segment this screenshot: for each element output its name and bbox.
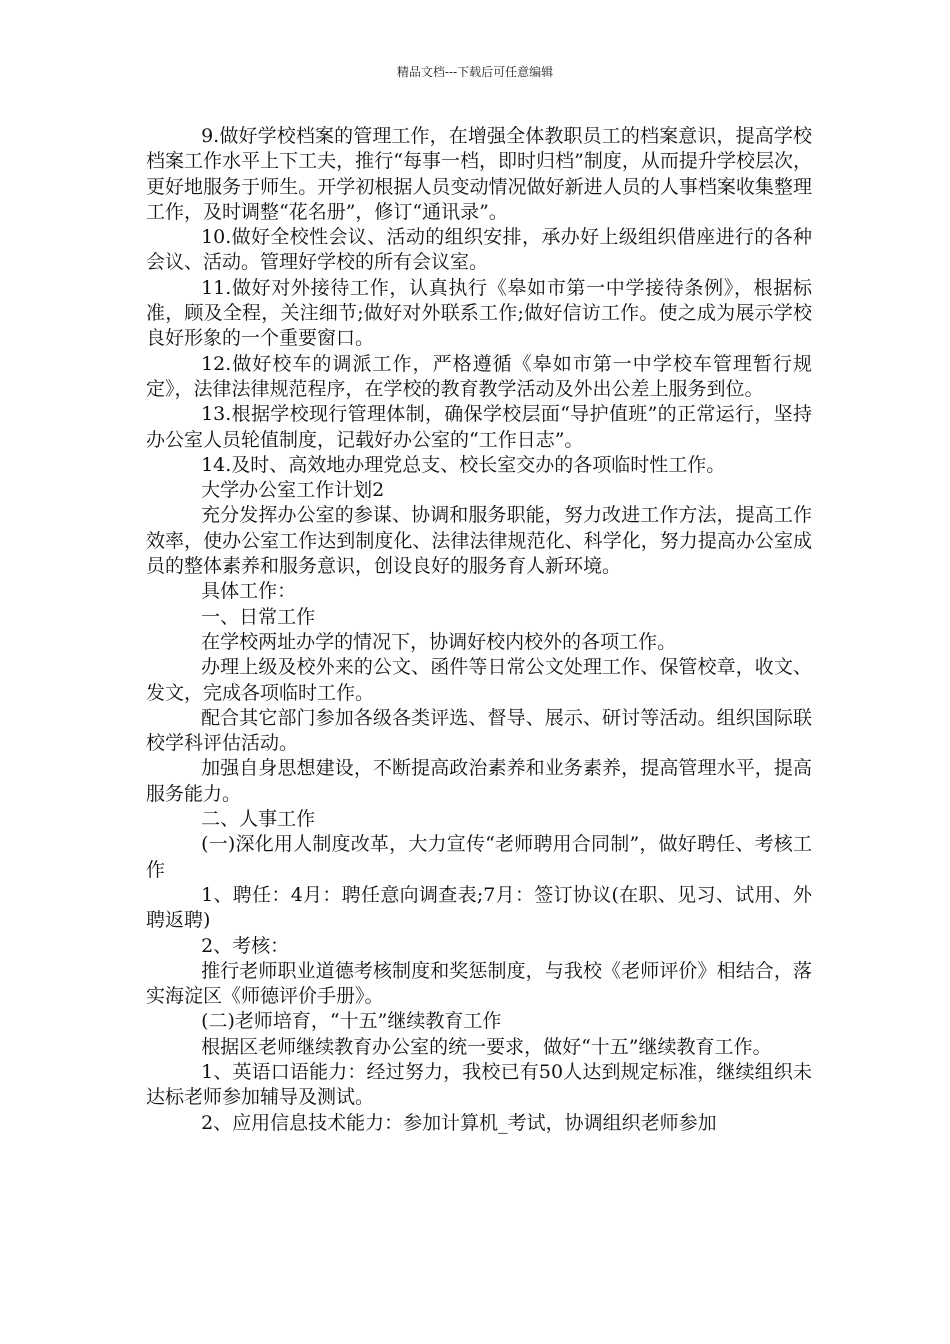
paragraph-training-1: 根据区老师继续教育办公室的统一要求，做好“十五”继续教育工作。 bbox=[201, 1035, 772, 1058]
section-title-plan-2: 大学办公室工作计划2 bbox=[201, 479, 385, 502]
paragraph-personnel-2: 1、聘任：4月：聘任意向调查表;7月：签订协议(在职、见习、试用、外聘返聘) bbox=[146, 883, 812, 932]
document-body bbox=[146, 124, 812, 1136]
page-header: 精品文档---下载后可任意编辑 bbox=[396, 65, 554, 79]
heading-daily-work: 一、日常工作 bbox=[201, 605, 316, 628]
heading-teacher-training: (二)老师培育，“十五”继续教育工作 bbox=[201, 1010, 502, 1033]
paragraph-item-13: 13.根据学校现行管理体制，确保学校层面“导护值班”的正常运行，坚持办公室人员轮值制度，记载好办公室的“工作日志”。 bbox=[146, 403, 812, 451]
paragraph-personnel-3: 2、考核： bbox=[201, 934, 290, 957]
heading-specific-work: 具体工作： bbox=[201, 580, 297, 603]
paragraph-personnel-4: 推行老师职业道德考核制度和奖惩制度，与我校《老师评价》相结合，落实海淀区《师德评价手册》。 bbox=[146, 959, 812, 1008]
paragraph-intro: 充分发挥办公室的参谋、协调和服务职能，努力改进工作方法，提高工作效率，使办公室工作达到制度化、法律法律规范化、科学化，努力提高办公室成员的整体素养和服务意识，创设良好的服务育人新环境。 bbox=[146, 504, 812, 578]
paragraph-item-14: 14.及时、高效地办理党总支、校长室交办的各项临时性工作。 bbox=[201, 453, 726, 476]
paragraph-daily-2: 办理上级及校外来的公文、函件等日常公文处理工作、保管校章，收文、发文，完成各项临时工作。 bbox=[146, 656, 812, 704]
paragraph-daily-3: 配合其它部门参加各级各类评选、督导、展示、研讨等活动。组织国际联校学科评估活动。 bbox=[146, 706, 812, 755]
paragraph-daily-1: 在学校两址办学的情况下，协调好校内校外的各项工作。 bbox=[201, 630, 677, 653]
paragraph-training-2: 1、英语口语能力：经过努力，我校已有50人达到规定标准，继续组织未达标老师参加辅导及测试。 bbox=[146, 1060, 812, 1109]
heading-personnel-work: 二、人事工作 bbox=[201, 808, 316, 831]
paragraph-item-11: 11.做好对外接待工作，认真执行《皋如市第一中学接待条例》，根据标准，顾及全程，关注细节;做好对外联系工作;做好信访工作。使之成为展示学校良好形象的一个重要窗口。 bbox=[146, 276, 812, 350]
paragraph-training-3: 2、应用信息技术能力：参加计算机_考试，协调组织老师参加 bbox=[201, 1111, 717, 1134]
paragraph-personnel-1: (一)深化用人制度改革，大力宣传“老师聘用合同制”，做好聘任、考核工作 bbox=[146, 833, 812, 881]
paragraph-item-9: 9.做好学校档案的管理工作，在增强全体教职员工的档案意识，提高学校档案工作水平上下工夫，推行“每事一档，即时归档”制度，从而提升学校层次，更好地服务于师生。开学初根据人员变动情况做好新进人员的人事档案收集整理工作，及时调整“花名册”，修订“通讯录”。 bbox=[146, 125, 812, 223]
paragraph-item-10: 10.做好全校性会议、活动的组织安排，承办好上级组织借座进行的各种会议、活动。管理好学校的所有会议室。 bbox=[146, 226, 812, 274]
paragraph-item-12: 12.做好校车的调派工作，严格遵循《皋如市第一中学校车管理暂行规定》，法律法律规范程序，在学校的教育教学活动及外出公差上服务到位。 bbox=[146, 352, 812, 400]
paragraph-daily-4: 加强自身思想建设，不断提高政治素养和业务素养，提高管理水平，提高服务能力。 bbox=[146, 757, 812, 805]
